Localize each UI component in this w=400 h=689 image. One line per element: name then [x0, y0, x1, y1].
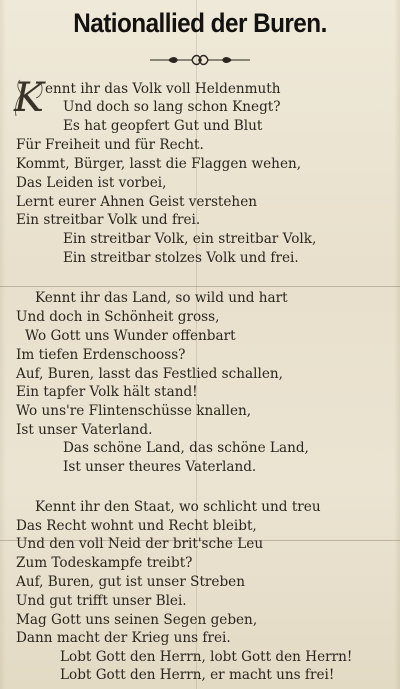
verse-line: Im tiefen Erdenschooss? — [16, 347, 186, 363]
paper-fold — [0, 286, 400, 287]
verse-line: Dann macht der Krieg uns frei. — [16, 630, 231, 646]
verse-line: Das Leiden ist vorbei, — [16, 175, 167, 191]
ornament-divider — [148, 52, 252, 68]
verse-line: Mag Gott uns seinen Segen geben, — [16, 612, 258, 628]
verse-line: Und den voll Neid der brit'sche Leu — [16, 536, 264, 552]
verse-line: Und doch in Schönheit gross, — [16, 309, 220, 325]
verse-line: Lernt eurer Ahnen Geist verstehen — [16, 194, 257, 210]
verse-line: Ein streitbar Volk, ein streitbar Volk, — [63, 231, 317, 247]
verse-line: Kennt ihr das Land, so wild und hart — [35, 290, 288, 306]
verse-line: Lobt Gott den Herrn, er macht uns frei! — [60, 667, 335, 683]
verse-line: Ein streitbar stolzes Volk und frei. — [63, 250, 299, 266]
verse-line: Wo uns're Flintenschüsse knallen, — [16, 403, 252, 419]
song-title: Nationallied der Buren. — [73, 8, 327, 38]
verse-line: Auf, Buren, gut ist unser Streben — [16, 574, 245, 590]
verse-line: Kommt, Bürger, lasst die Flaggen wehen, — [16, 156, 302, 172]
drop-cap: K — [14, 75, 44, 121]
verse-line: Lobt Gott den Herrn, lobt Gott den Herrn! — [60, 649, 353, 665]
verse-line: Für Freiheit und für Recht. — [16, 137, 204, 153]
verse-line: Kennt ihr den Staat, wo schlicht und treu — [35, 499, 321, 515]
verse-line: Ist unser theures Vaterland. — [63, 459, 257, 475]
verse-line: ennt ihr das Volk voll Heldenmuth — [45, 81, 281, 97]
verse-line: Das schöne Land, das schöne Land, — [63, 440, 309, 456]
verse-line: Ist unser Vaterland. — [16, 422, 153, 438]
verse-line: Und doch so lang schon Knegt? — [63, 99, 281, 115]
verse-line: Auf, Buren, lasst das Festlied schallen, — [16, 366, 283, 382]
verse-line: Das Recht wohnt und Recht bleibt, — [16, 518, 257, 534]
verse-line: Zum Todeskampfe treibt? — [16, 555, 193, 571]
verse-line: Und gut trifft unser Blei. — [16, 593, 187, 609]
verse-line: Ein streitbar Volk und frei. — [16, 212, 201, 228]
verse-line: Ein tapfer Volk hält stand! — [16, 384, 198, 400]
verse-line: Wo Gott uns Wunder offenbart — [25, 328, 236, 344]
verse-line: Es hat geopfert Gut und Blut — [63, 118, 263, 134]
